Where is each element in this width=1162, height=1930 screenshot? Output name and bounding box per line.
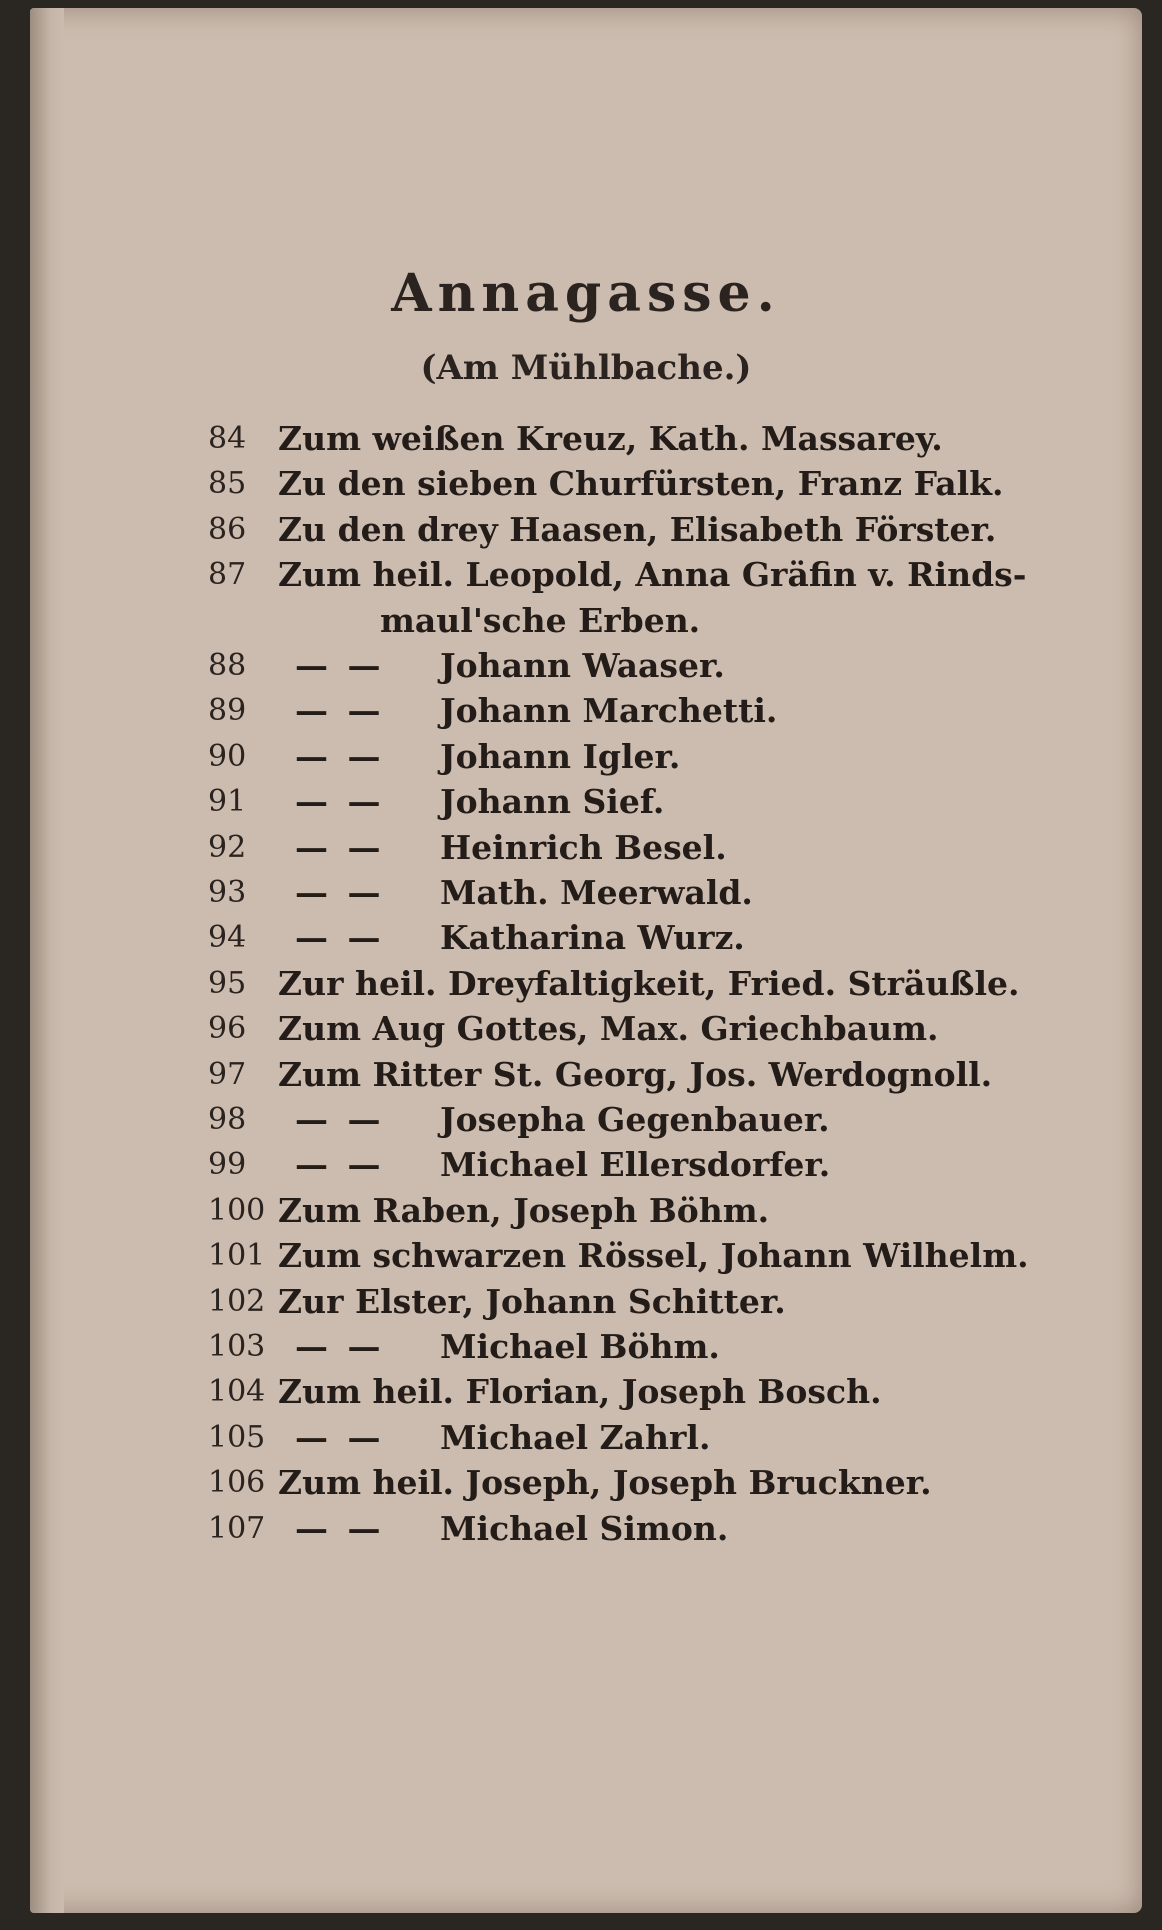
entry-text: Zum Ritter St. Georg, Jos. Werdognoll. — [278, 1054, 993, 1094]
book-page — [30, 8, 1142, 1913]
house-number: 101 — [208, 1238, 266, 1274]
house-number: 102 — [208, 1283, 266, 1319]
entry-owner: Heinrich Besel. — [440, 827, 727, 867]
list-item — [30, 1006, 1142, 1051]
entry-text-continuation: maul'sche Erben. — [380, 600, 701, 640]
list-item — [30, 1233, 1142, 1278]
page-title: Annagasse. — [391, 263, 781, 324]
ditto-dashes: — — — [295, 782, 385, 822]
entry-owner: Katharina Wurz. — [440, 918, 745, 958]
ditto-dashes: — — — [295, 736, 385, 776]
house-number: 106 — [208, 1465, 266, 1501]
list-item — [30, 1052, 1142, 1097]
entry-text: Zum schwarzen Rössel, Johann Wilhelm. — [278, 1236, 1029, 1276]
list-item — [30, 416, 1142, 461]
ditto-dashes: — — — [295, 1417, 385, 1457]
entry-text: Zum Raben, Joseph Böhm. — [278, 1190, 770, 1230]
list-item — [30, 461, 1142, 506]
list-item — [30, 507, 1142, 552]
entry-owner: Math. Meerwald. — [440, 873, 753, 912]
house-number: 92 — [208, 829, 247, 865]
house-number: 85 — [208, 466, 247, 502]
list-item — [30, 1460, 1142, 1505]
list-item — [30, 915, 1142, 960]
ditto-dashes: — — — [295, 1145, 385, 1185]
entry-owner: Johann Waaser. — [440, 646, 725, 685]
entry-text: Zur Elster, Johann Schitter. — [278, 1281, 786, 1321]
list-item — [30, 1506, 1142, 1551]
house-number: 100 — [208, 1192, 266, 1228]
entry-owner: Johann Sief. — [440, 782, 665, 822]
house-number: 94 — [208, 920, 247, 956]
page-subtitle: (Am Mühlbache.) — [420, 348, 752, 388]
entry-owner: Michael Zahrl. — [440, 1417, 711, 1457]
house-number: 90 — [208, 738, 247, 774]
ditto-dashes: — — — [295, 1508, 385, 1548]
list-item — [30, 1097, 1142, 1142]
ditto-dashes: — — — [295, 646, 385, 685]
house-number: 96 — [208, 1011, 247, 1047]
house-number: 107 — [208, 1510, 266, 1546]
entry-owner: Johann Igler. — [440, 736, 681, 776]
house-number: 105 — [208, 1419, 266, 1455]
list-item — [30, 734, 1142, 779]
list-item — [30, 1142, 1142, 1187]
list-item — [30, 1324, 1142, 1369]
house-number: 103 — [208, 1329, 266, 1364]
entry-text: Zu den sieben Churfürsten, Franz Falk. — [278, 464, 1004, 504]
house-number: 91 — [208, 784, 247, 820]
list-item — [30, 1369, 1142, 1414]
entry-owner: Johann Marchetti. — [440, 691, 778, 731]
ditto-dashes: — — — [295, 1327, 385, 1366]
entry-text: Zum heil. Leopold, Anna Gräfin v. Rinds- — [278, 555, 1027, 595]
house-number: 104 — [208, 1374, 266, 1410]
entry-text: Zum heil. Joseph, Joseph Bruckner. — [278, 1463, 932, 1503]
list-item-continuation — [30, 598, 1142, 643]
house-number: 84 — [208, 421, 247, 456]
house-number: 93 — [208, 875, 247, 910]
entry-text: Zum Aug Gottes, Max. Griechbaum. — [278, 1009, 939, 1049]
entry-text: Zum heil. Florian, Joseph Bosch. — [278, 1372, 882, 1412]
list-item — [30, 688, 1142, 733]
house-number: 89 — [208, 693, 247, 729]
entry-owner: Michael Böhm. — [440, 1327, 720, 1366]
entry-owner: Michael Ellersdorfer. — [440, 1145, 831, 1185]
ditto-dashes: — — — [295, 1100, 385, 1139]
list-item — [30, 1188, 1142, 1233]
list-item — [30, 552, 1142, 597]
house-number: 88 — [208, 648, 247, 683]
list-item — [30, 1415, 1142, 1460]
house-number: 99 — [208, 1147, 247, 1183]
ditto-dashes: — — — [295, 873, 385, 912]
house-number: 87 — [208, 557, 247, 593]
entry-text: Zum weißen Kreuz, Kath. Massarey. — [278, 419, 943, 458]
house-number: 97 — [208, 1056, 247, 1092]
entry-owner: Josepha Gegenbauer. — [440, 1100, 830, 1139]
list-item — [30, 961, 1142, 1006]
house-number: 86 — [208, 511, 247, 547]
list-item — [30, 870, 1142, 915]
ditto-dashes: — — — [295, 827, 385, 867]
entry-text: Zu den drey Haasen, Elisabeth Förster. — [278, 509, 997, 549]
ditto-dashes: — — — [295, 691, 385, 731]
house-number: 95 — [208, 965, 247, 1001]
list-item — [30, 1279, 1142, 1324]
list-item — [30, 779, 1142, 824]
entry-text: Zur heil. Dreyfaltigkeit, Fried. Sträußle. — [278, 963, 1020, 1003]
entry-owner: Michael Simon. — [440, 1508, 729, 1548]
ditto-dashes: — — — [295, 918, 385, 958]
list-item — [30, 825, 1142, 870]
list-item — [30, 643, 1142, 688]
house-number: 98 — [208, 1102, 247, 1137]
